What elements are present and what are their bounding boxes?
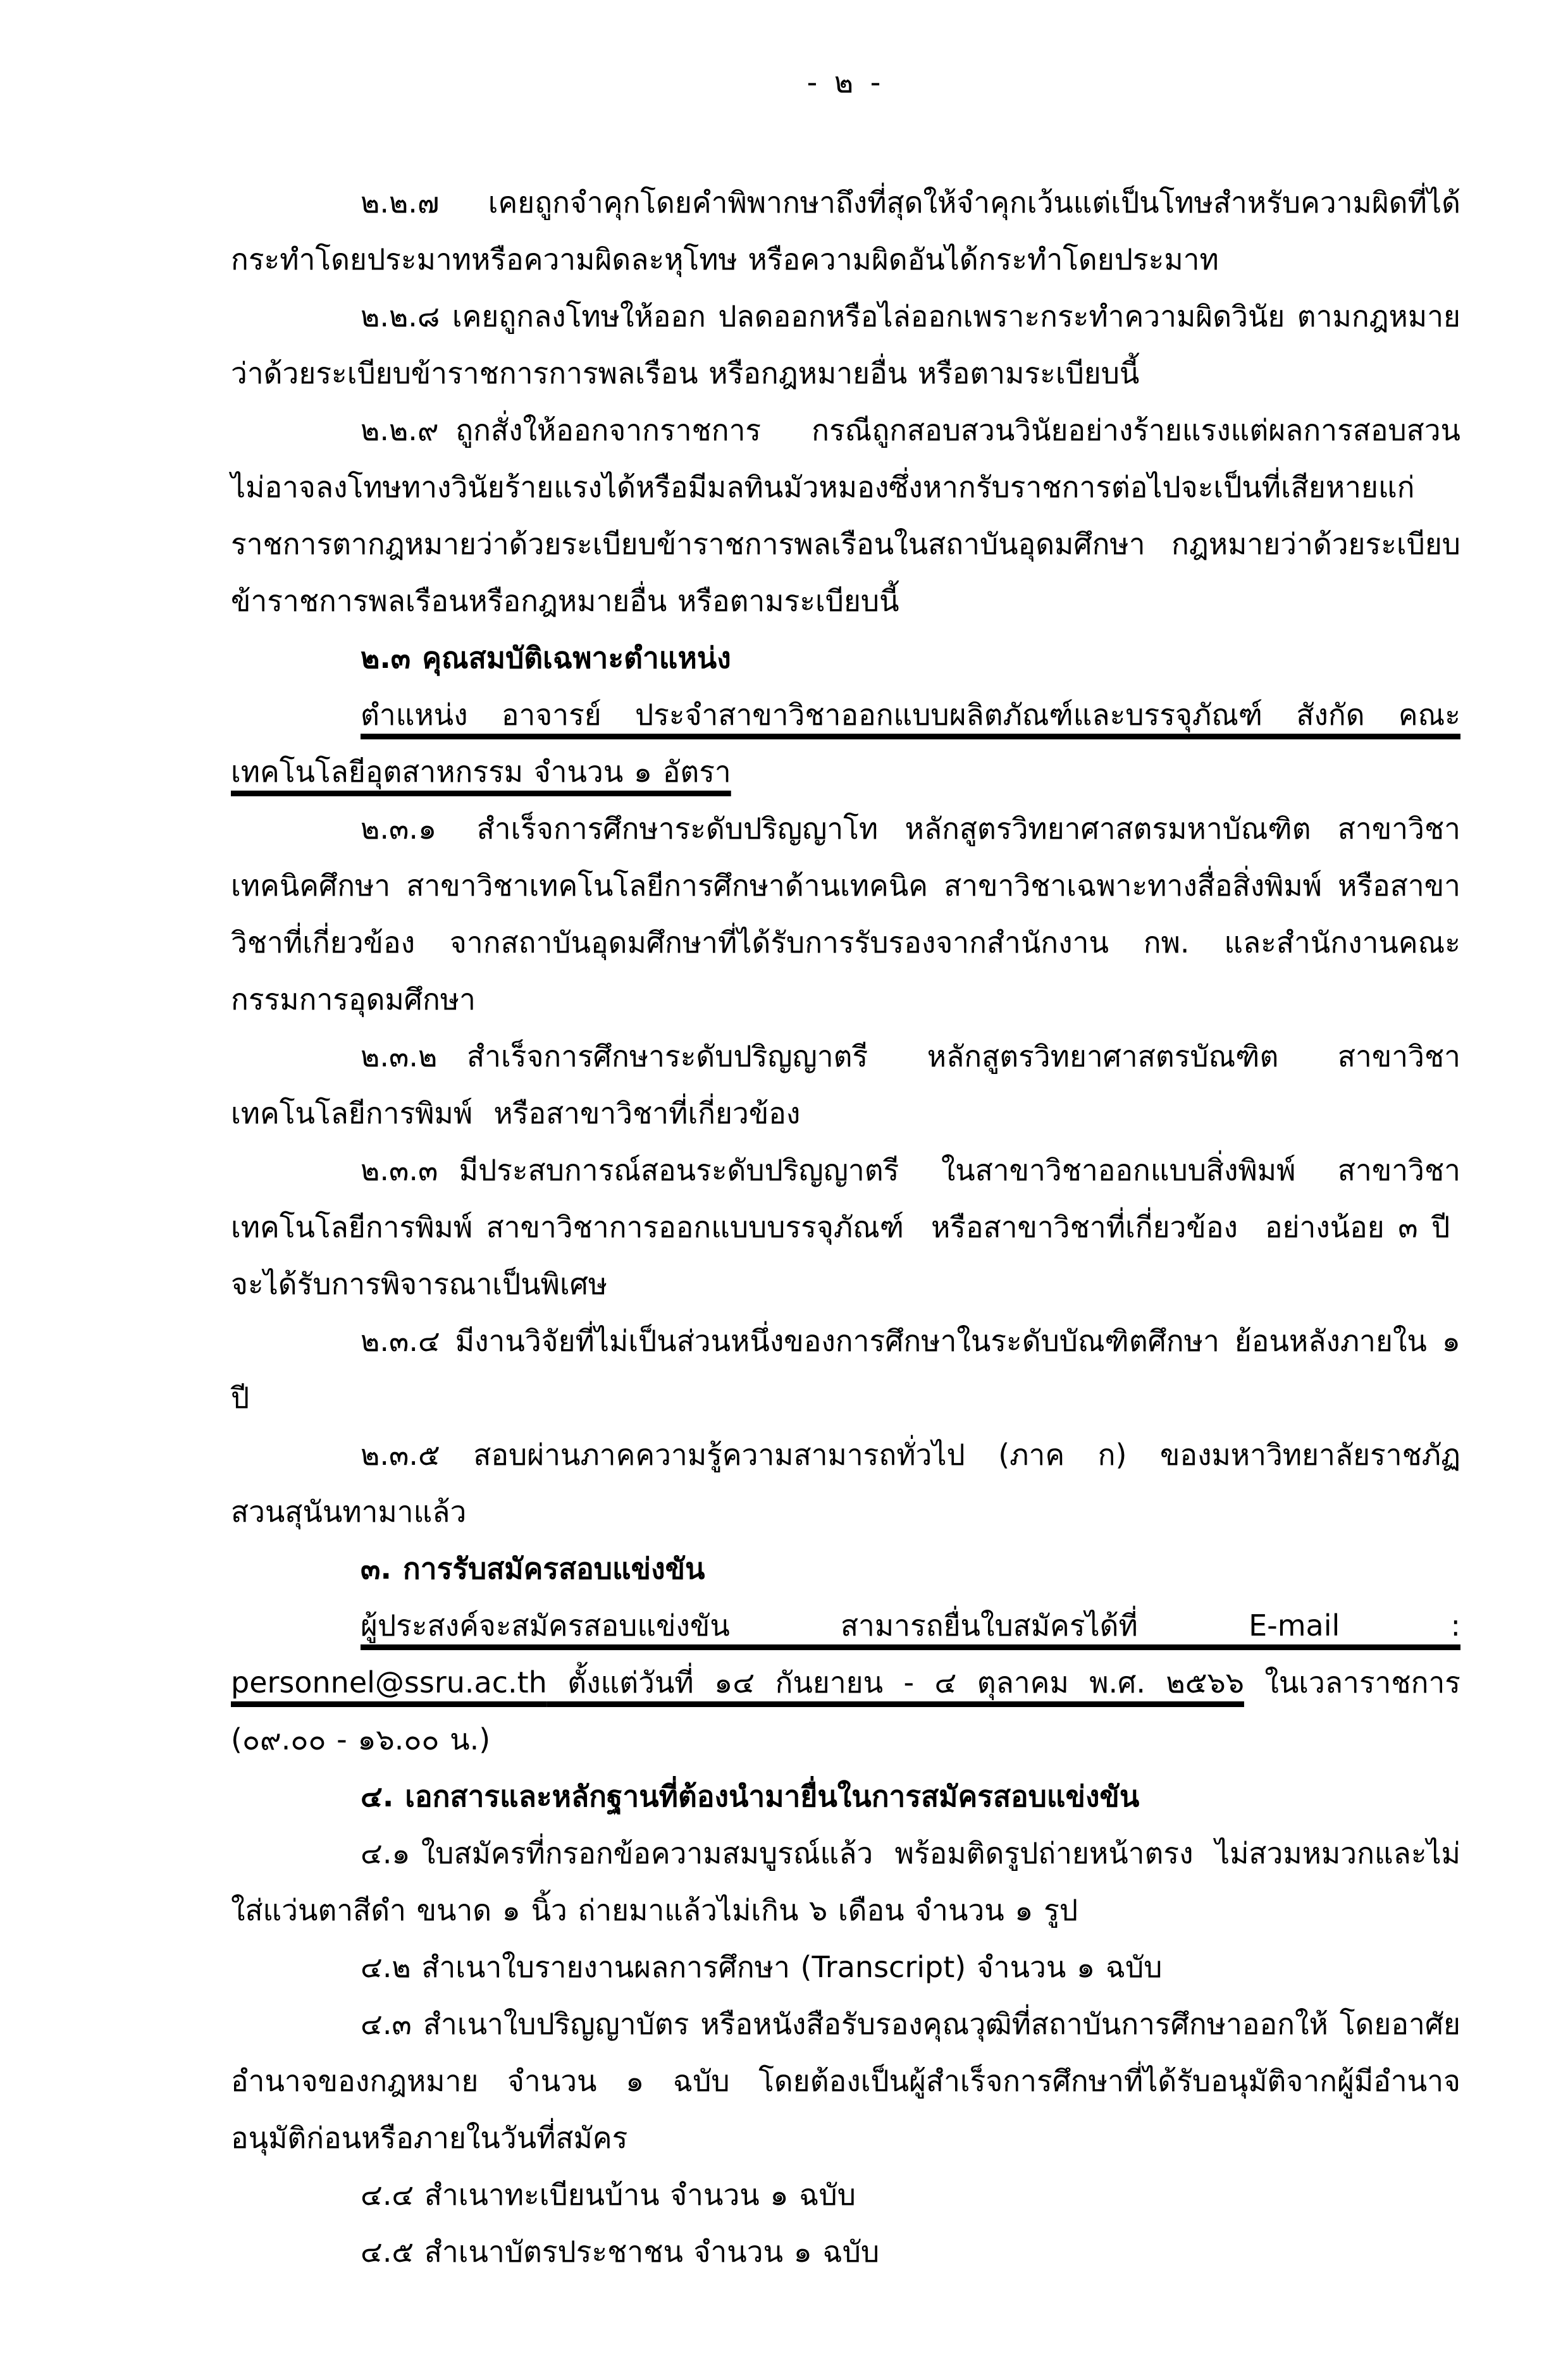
email-address: personnel@ssru.ac.th [231,1665,547,1699]
section-heading-4: ๔. เอกสารและหลักฐานที่ต้องนำมายื่นในการสมัครสอบแข่งขัน [361,1779,1140,1813]
application-underlined-dates: ตั้งแต่วันที่ ๑๔ กันยายน - ๔ ตุลาคม พ.ศ. ๒๕๖๖ [546,1665,1244,1699]
section-heading-3: ๓. การรับสมัครสอบแข่งขัน [361,1551,705,1586]
application-office-hours: ในเวลาราชการ (๐๙.๐๐ - ๑๖.๐๐ น.) [231,1665,1460,1756]
page-number: - ๒ - [806,65,885,99]
paragraph-4-4: ๔.๔ สำเนาทะเบียนบ้าน จำนวน ๑ ฉบับ [361,2178,856,2212]
paragraph-2-3-1: ๒.๓.๑ สำเร็จการศึกษาระดับปริญญาโท หลักสูตรวิทยาศาสตรมหาบัณฑิต สาขาวิชาเทคนิคศึกษา สาขาวิชาเทคโนโลยีการศึกษาด้านเทคนิค สาขาวิชาเฉพาะทางสื่อสิ่งพิมพ์ หรือสาขาวิชาที่เกี่ยวข้อง จากสถาบันอุดมศึกษาที่ได้รับการรับรองจากสำนักงาน กพ. และสำนักงานคณะกรรมการอุดมศึกษา [231,811,1460,1016]
application-underlined-text: ผู้ประสงค์จะสมัครสอบแข่งขัน สามารถยื่นใบสมัครได้ที่ E-mail : [361,1608,1460,1643]
paragraph-2-3-3: ๒.๓.๓ มีประสบการณ์สอนระดับปริญญาตรี ในสาขาวิชาออกแบบสิ่งพิมพ์ สาขาวิชาเทคโนโลยีการพิมพ์ สาขาวิชาการออกแบบบรรจุภัณฑ์ หรือสาขาวิชาที่เกี่ยวข้อง อย่างน้อย ๓ ปี จะได้รับการพิจารณาเป็นพิเศษ [231,1153,1460,1301]
paragraph-3-application [231,1597,1460,1768]
paragraph-2-2-9: ๒.๒.๙ ถูกสั่งให้ออกจากราชการ กรณีถูกสอบสวนวินัยอย่างร้ายแรงแต่ผลการสอบสวนไม่อาจลงโทษทางวินัยร้ายแรงได้หรือมีมลทินมัวหมองซึ่งหากรับราชการต่อไปจะเป็นที่เสียหายแก่ราชการตากฎหมายว่าด้วยระเบียบข้าราชการพลเรือนในสถาบันอุดมศึกษา กฎหมายว่าด้วยระเบียบข้าราชการพลเรือนหรือกฎหมายอื่น หรือตามระเบียบนี้ [231,413,1460,618]
paragraph-4-1: ๔.๑ ใบสมัครที่กรอกข้อความสมบูรณ์แล้ว พร้อมติดรูปถ่ายหน้าตรง ไม่สวมหมวกและไม่ใส่แว่นตาสีดำ ขนาด ๑ นิ้ว ถ่ายมาแล้วไม่เกิน ๖ เดือน จำนวน ๑ รูป [231,1836,1460,1927]
paragraph-2-2-7: ๒.๒.๗ เคยถูกจำคุกโดยคำพิพากษาถึงที่สุดให้จำคุกเว้นแต่เป็นโทษสำหรับความผิดที่ได้กระทำโดยประมาทหรือความผิดละหุโทษ หรือความผิดอันได้กระทำโดยประมาท [231,185,1460,276]
paragraph-2-2-8: ๒.๒.๘ เคยถูกลงโทษให้ออก ปลดออกหรือไล่ออกเพราะกระทำความผิดวินัย ตามกฎหมายว่าด้วยระเบียบข้าราชการการพลเรือน หรือกฎหมายอื่น หรือตามระเบียบนี้ [231,299,1460,390]
paragraph-4-5: ๔.๕ สำเนาบัตรประชาชน จำนวน ๑ ฉบับ [361,2235,880,2269]
paragraph-position-detail [231,686,1460,800]
paragraph-2-3-2: ๒.๓.๒ สำเร็จการศึกษาระดับปริญญาตรี หลักสูตรวิทยาศาสตรบัณฑิต สาขาวิชาเทคโนโลยีการพิมพ์ หรือสาขาวิชาที่เกี่ยวข้อง [231,1039,1460,1130]
paragraph-4-2: ๔.๒ สำเนาใบรายงานผลการศึกษา (Transcript) จำนวน ๑ ฉบับ [361,1950,1163,1984]
position-underlined-text: ตำแหน่ง อาจารย์ ประจำสาขาวิชาออกแบบผลิตภัณฑ์และบรรจุภัณฑ์ สังกัด คณะเทคโนโลยีอุตสาหกรรม จำนวน ๑ อัตรา [231,698,1460,789]
paragraph-4-3: ๔.๓ สำเนาใบปริญญาบัตร หรือหนังสือรับรองคุณวุฒิที่สถาบันการศึกษาออกให้ โดยอาศัยอำนาจของกฎหมาย จำนวน ๑ ฉบับ โดยต้องเป็นผู้สำเร็จการศึกษาที่ได้รับอนุมัติจากผู้มีอำนาจอนุมัติก่อนหรือภายในวันที่สมัคร [231,2007,1460,2155]
paragraph-2-3-5: ๒.๓.๕ สอบผ่านภาคความรู้ความสามารถทั่วไป (ภาค ก) ของมหาวิทยาลัยราชภัฏสวนสุนันทามาแล้ว [231,1438,1460,1529]
paragraph-2-3-4: ๒.๓.๔ มีงานวิจัยที่ไม่เป็นส่วนหนึ่งของการศึกษาในระดับบัณฑิตศึกษา ย้อนหลังภายใน ๑ ปี [231,1324,1460,1415]
section-heading-2-3: ๒.๓ คุณสมบัติเฉพาะตำแหน่ง [361,641,731,675]
